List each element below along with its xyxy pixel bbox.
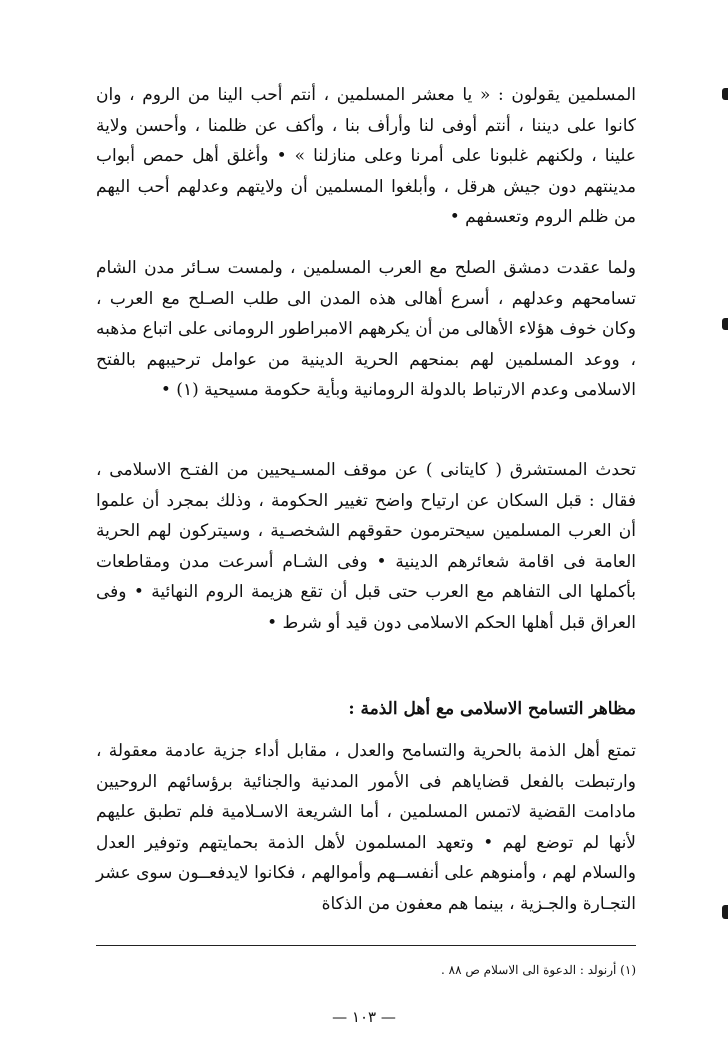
paragraph-3-text: تحدث المستشرق ( كايتانى ) عن موقف المسـيحيين من الفتـح الاسلامى ، فقال : قبل السكان عن ارتياح واضح تغيير الحكومة ، وذلك بمجرد أن علموا أن العرب المسلمين سيحترمون حقوقهم الشخصـية ، وسيتركون لهم الحرية العامة فى اقامة شعائرهم الدينية • وفى الشـام أسرعت مدن ومقاطعات بأكملها الى التفاهم مع العرب حتى قبل أن تقع هزيمة الروم النهائية • وفى العراق قبل أهلها الحكم الاسلامى دون قيد أو شرط • (96, 460, 636, 633)
paragraph-1-text: المسلمين يقولون : « يا معشر المسلمين ، أنتم أحب الينا من الروم ، وان كانوا على ديننا ، أنتم أوفى لنا وأرأف بنا ، وأكف عن ظلمنا ، وأحسن ولاية علينا ، ولكنهم غلبونا على أمرنا وعلى منازلنا » • وأغلق أهل حمص أبواب مدينتهم دون جيش هرقل ، وأبلغوا المسلمين أن ولايتهم وعدلهم أحب اليهم من ظلم الروم وتعسفهم • (96, 85, 636, 227)
section-heading: مظاهر التسامح الاسلامى مع أهل الذمة : (348, 699, 636, 719)
paragraph-1 (96, 80, 636, 233)
footnote: (١) أرنولد : الدعوة الى الاسلام ص ٨٨ . (441, 963, 636, 977)
scan-edge-mark (722, 318, 728, 330)
paragraph-3 (96, 455, 636, 638)
page-number: — ١٠٣ — (332, 1008, 396, 1026)
paragraph-2 (96, 253, 636, 406)
paragraph-4-text: تمتع أهل الذمة بالحرية والتسامح والعدل ، مقابل أداء جزية عادمة معقولة ، وارتبطت بالفعل قضاياهم فى الأمور المدنية والجنائية برؤسائهم الروحيين مادامت القضية لاتمس المسلمين ، أما الشريعة الاسـلامية فلم تطبق عليهم لأنها لم توضع لهم • وتعهد المسلمون لأهل الذمة بحمايتهم وتوفير العدل والسلام لهم ، وأمنوهم على أنفســهم وأموالهم ، فكانوا لايدفعــون سوى عشر التجـارة والجـزية ، بينما هم معفون من الذكاة (96, 741, 636, 914)
footnote-divider (96, 945, 636, 946)
paragraph-2-text: ولما عقدت دمشق الصلح مع العرب المسلمين ، ولمست سـائر مدن الشام تسامحهم وعدلهم ، أسرع أهالى هذه المدن الى طلب الصـلح مع العرب ، وكان خوف هؤلاء الأهالى من أن يكرههم الامبراطور الرومانى على اتباع مذهبه ، ووعد المسلمين لهم بمنحهم الحرية الدينية من عوامل ترحيبهم بالفتح الاسلامى وعدم الارتباط بالدولة الرومانية وبأية حكومة مسيحية (١) • (96, 258, 636, 400)
scan-edge-mark (722, 905, 728, 919)
scan-edge-mark (722, 88, 728, 100)
paragraph-4 (96, 736, 636, 919)
